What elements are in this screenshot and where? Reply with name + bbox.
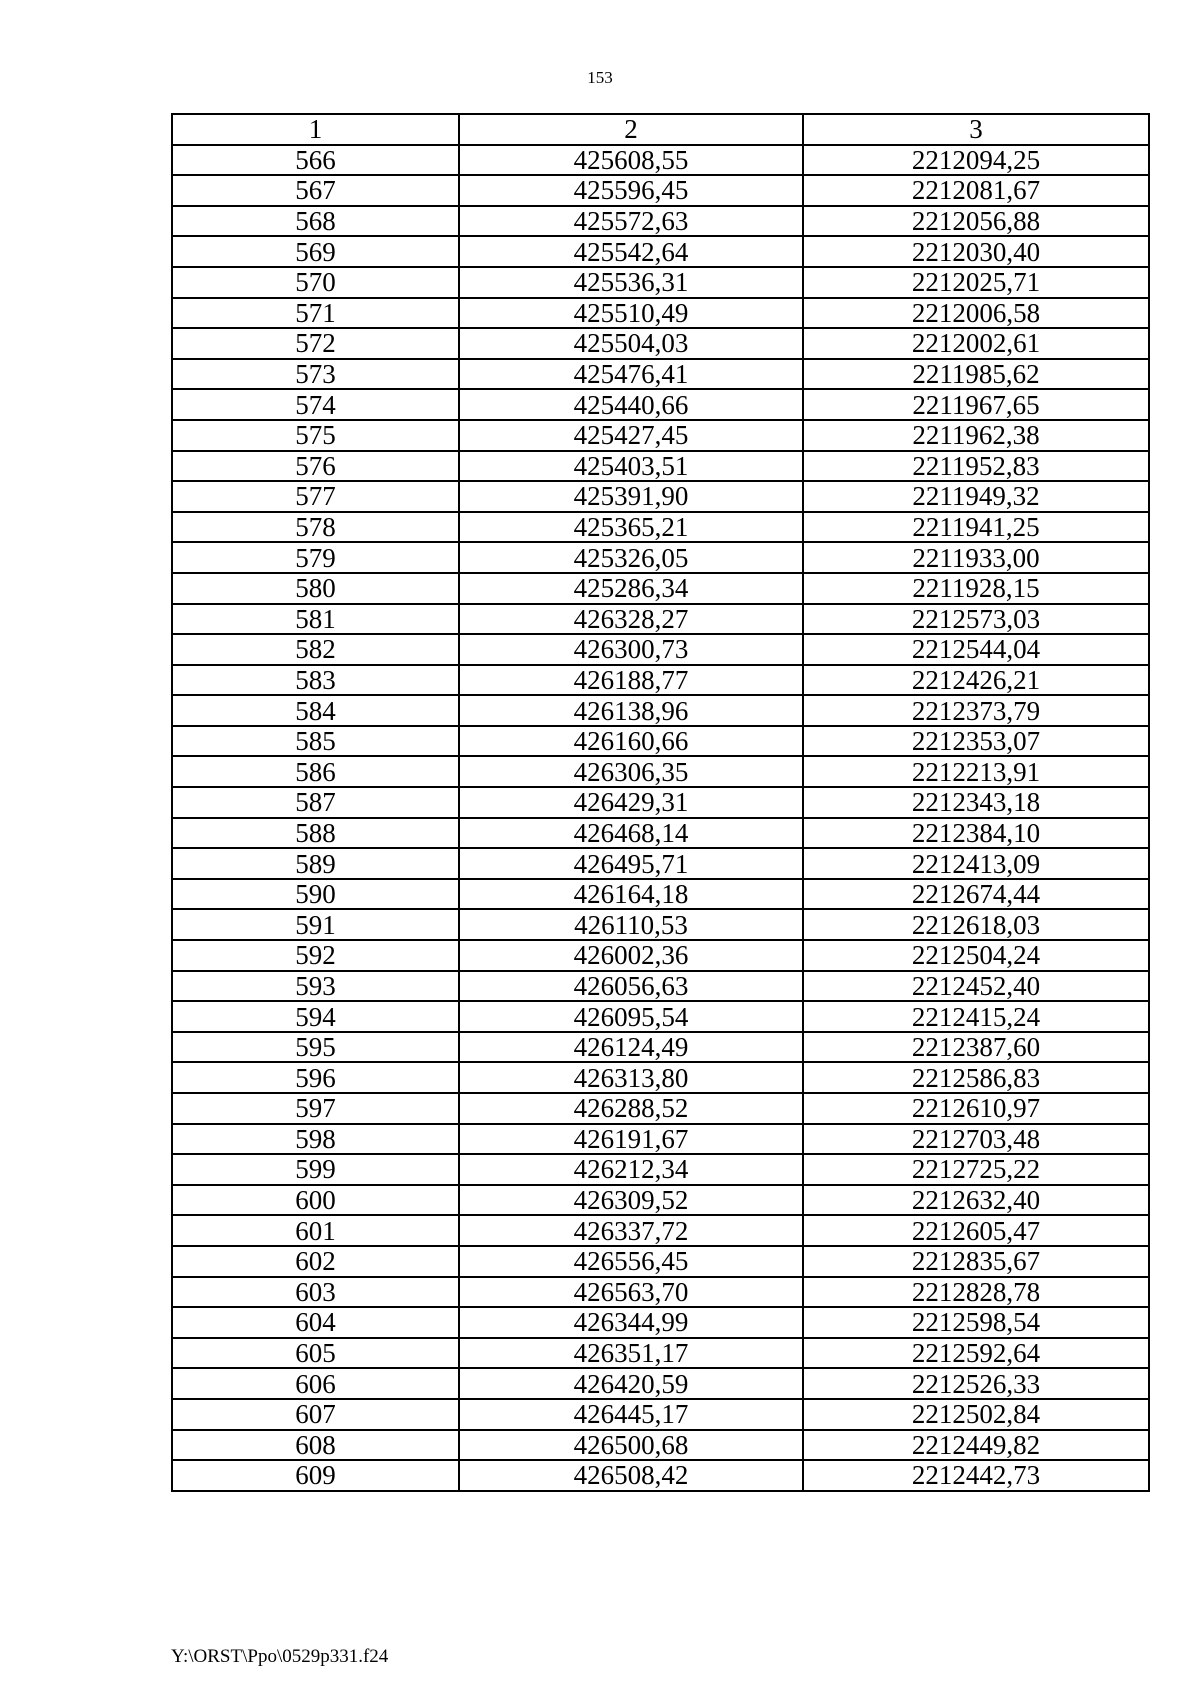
point-number-cell: 605 — [172, 1338, 459, 1369]
table-row — [172, 1093, 1149, 1124]
x-coordinate-cell: 425365,21 — [459, 512, 803, 543]
y-coordinate-cell: 2212605,47 — [803, 1215, 1149, 1246]
point-number-cell: 582 — [172, 634, 459, 665]
y-coordinate-cell: 2212413,09 — [803, 848, 1149, 879]
point-number-cell: 572 — [172, 328, 459, 359]
table-header-row — [172, 114, 1149, 145]
y-coordinate-cell: 2212213,91 — [803, 756, 1149, 787]
table-row — [172, 267, 1149, 298]
point-number-cell: 591 — [172, 909, 459, 940]
y-coordinate-cell: 2212725,22 — [803, 1154, 1149, 1185]
table-row — [172, 512, 1149, 543]
point-number-cell: 589 — [172, 848, 459, 879]
x-coordinate-cell: 426344,99 — [459, 1307, 803, 1338]
table-row — [172, 1430, 1149, 1461]
point-number-cell: 599 — [172, 1154, 459, 1185]
column-header-2: 2 — [459, 114, 803, 145]
x-coordinate-cell: 426313,80 — [459, 1062, 803, 1093]
x-coordinate-cell: 425510,49 — [459, 298, 803, 329]
point-number-cell: 575 — [172, 420, 459, 451]
y-coordinate-cell: 2212452,40 — [803, 971, 1149, 1002]
table-row — [172, 787, 1149, 818]
x-coordinate-cell: 426164,18 — [459, 879, 803, 910]
y-coordinate-cell: 2212573,03 — [803, 604, 1149, 635]
point-number-cell: 604 — [172, 1307, 459, 1338]
x-coordinate-cell: 426495,71 — [459, 848, 803, 879]
point-number-cell: 585 — [172, 726, 459, 757]
point-number-cell: 594 — [172, 1001, 459, 1032]
x-coordinate-cell: 426306,35 — [459, 756, 803, 787]
y-coordinate-cell: 2212828,78 — [803, 1277, 1149, 1308]
point-number-cell: 568 — [172, 206, 459, 237]
y-coordinate-cell: 2212598,54 — [803, 1307, 1149, 1338]
x-coordinate-cell: 425403,51 — [459, 451, 803, 482]
point-number-cell: 567 — [172, 175, 459, 206]
table-row — [172, 542, 1149, 573]
x-coordinate-cell: 426191,67 — [459, 1124, 803, 1155]
table-row — [172, 665, 1149, 696]
table-row — [172, 1032, 1149, 1063]
y-coordinate-cell: 2212526,33 — [803, 1368, 1149, 1399]
table-row — [172, 206, 1149, 237]
y-coordinate-cell: 2211941,25 — [803, 512, 1149, 543]
y-coordinate-cell: 2212442,73 — [803, 1460, 1149, 1491]
y-coordinate-cell: 2212610,97 — [803, 1093, 1149, 1124]
y-coordinate-cell: 2211952,83 — [803, 451, 1149, 482]
x-coordinate-cell: 426337,72 — [459, 1215, 803, 1246]
y-coordinate-cell: 2212632,40 — [803, 1185, 1149, 1216]
table-row — [172, 1246, 1149, 1277]
point-number-cell: 603 — [172, 1277, 459, 1308]
x-coordinate-cell: 426420,59 — [459, 1368, 803, 1399]
table-row — [172, 420, 1149, 451]
point-number-cell: 600 — [172, 1185, 459, 1216]
point-number-cell: 592 — [172, 940, 459, 971]
x-coordinate-cell: 426309,52 — [459, 1185, 803, 1216]
table-row — [172, 909, 1149, 940]
y-coordinate-cell: 2212544,04 — [803, 634, 1149, 665]
point-number-cell: 593 — [172, 971, 459, 1002]
x-coordinate-cell: 426160,66 — [459, 726, 803, 757]
y-coordinate-cell: 2211962,38 — [803, 420, 1149, 451]
footer-file-path: Y:\ORST\Ppo\0529p331.f24 — [171, 1646, 389, 1667]
point-number-cell: 598 — [172, 1124, 459, 1155]
y-coordinate-cell: 2212353,07 — [803, 726, 1149, 757]
table-body — [172, 145, 1149, 1491]
x-coordinate-cell: 426138,96 — [459, 695, 803, 726]
coordinates-table — [171, 113, 1150, 1492]
table-row — [172, 634, 1149, 665]
table-row — [172, 175, 1149, 206]
point-number-cell: 579 — [172, 542, 459, 573]
table-row — [172, 328, 1149, 359]
table-row — [172, 818, 1149, 849]
table-row — [172, 1277, 1149, 1308]
point-number-cell: 578 — [172, 512, 459, 543]
table-row — [172, 389, 1149, 420]
point-number-cell: 571 — [172, 298, 459, 329]
y-coordinate-cell: 2212592,64 — [803, 1338, 1149, 1369]
x-coordinate-cell: 425391,90 — [459, 481, 803, 512]
point-number-cell: 577 — [172, 481, 459, 512]
point-number-cell: 586 — [172, 756, 459, 787]
x-coordinate-cell: 426328,27 — [459, 604, 803, 635]
table-row — [172, 1062, 1149, 1093]
x-coordinate-cell: 426351,17 — [459, 1338, 803, 1369]
x-coordinate-cell: 426445,17 — [459, 1399, 803, 1430]
table-row — [172, 1307, 1149, 1338]
point-number-cell: 570 — [172, 267, 459, 298]
table-row — [172, 1399, 1149, 1430]
point-number-cell: 601 — [172, 1215, 459, 1246]
table-row — [172, 940, 1149, 971]
table-row — [172, 236, 1149, 267]
y-coordinate-cell: 2212835,67 — [803, 1246, 1149, 1277]
y-coordinate-cell: 2212030,40 — [803, 236, 1149, 267]
y-coordinate-cell: 2212703,48 — [803, 1124, 1149, 1155]
table-row — [172, 756, 1149, 787]
table-row — [172, 1368, 1149, 1399]
point-number-cell: 566 — [172, 145, 459, 176]
y-coordinate-cell: 2212586,83 — [803, 1062, 1149, 1093]
y-coordinate-cell: 2211928,15 — [803, 573, 1149, 604]
point-number-cell: 574 — [172, 389, 459, 420]
x-coordinate-cell: 426429,31 — [459, 787, 803, 818]
x-coordinate-cell: 425504,03 — [459, 328, 803, 359]
table-row — [172, 359, 1149, 390]
x-coordinate-cell: 425476,41 — [459, 359, 803, 390]
point-number-cell: 590 — [172, 879, 459, 910]
point-number-cell: 581 — [172, 604, 459, 635]
point-number-cell: 596 — [172, 1062, 459, 1093]
table-row — [172, 573, 1149, 604]
point-number-cell: 573 — [172, 359, 459, 390]
point-number-cell: 580 — [172, 573, 459, 604]
point-number-cell: 609 — [172, 1460, 459, 1491]
x-coordinate-cell: 425542,64 — [459, 236, 803, 267]
x-coordinate-cell: 425608,55 — [459, 145, 803, 176]
point-number-cell: 588 — [172, 818, 459, 849]
x-coordinate-cell: 426212,34 — [459, 1154, 803, 1185]
table-row — [172, 879, 1149, 910]
y-coordinate-cell: 2212025,71 — [803, 267, 1149, 298]
table-row — [172, 1215, 1149, 1246]
point-number-cell: 576 — [172, 451, 459, 482]
y-coordinate-cell: 2212674,44 — [803, 879, 1149, 910]
table-row — [172, 971, 1149, 1002]
table-row — [172, 451, 1149, 482]
x-coordinate-cell: 426468,14 — [459, 818, 803, 849]
y-coordinate-cell: 2212449,82 — [803, 1430, 1149, 1461]
x-coordinate-cell: 425286,34 — [459, 573, 803, 604]
x-coordinate-cell: 425427,45 — [459, 420, 803, 451]
x-coordinate-cell: 426095,54 — [459, 1001, 803, 1032]
point-number-cell: 595 — [172, 1032, 459, 1063]
y-coordinate-cell: 2212502,84 — [803, 1399, 1149, 1430]
x-coordinate-cell: 426124,49 — [459, 1032, 803, 1063]
x-coordinate-cell: 425440,66 — [459, 389, 803, 420]
table-row — [172, 726, 1149, 757]
table-row — [172, 145, 1149, 176]
y-coordinate-cell: 2212006,58 — [803, 298, 1149, 329]
y-coordinate-cell: 2212618,03 — [803, 909, 1149, 940]
y-coordinate-cell: 2212002,61 — [803, 328, 1149, 359]
x-coordinate-cell: 426500,68 — [459, 1430, 803, 1461]
y-coordinate-cell: 2211933,00 — [803, 542, 1149, 573]
x-coordinate-cell: 426056,63 — [459, 971, 803, 1002]
y-coordinate-cell: 2212373,79 — [803, 695, 1149, 726]
x-coordinate-cell: 425572,63 — [459, 206, 803, 237]
table-row — [172, 1338, 1149, 1369]
point-number-cell: 584 — [172, 695, 459, 726]
table-row — [172, 1185, 1149, 1216]
x-coordinate-cell: 426508,42 — [459, 1460, 803, 1491]
x-coordinate-cell: 425536,31 — [459, 267, 803, 298]
y-coordinate-cell: 2212081,67 — [803, 175, 1149, 206]
x-coordinate-cell: 426563,70 — [459, 1277, 803, 1308]
y-coordinate-cell: 2212094,25 — [803, 145, 1149, 176]
table-row — [172, 1154, 1149, 1185]
x-coordinate-cell: 425326,05 — [459, 542, 803, 573]
table-row — [172, 298, 1149, 329]
y-coordinate-cell: 2212415,24 — [803, 1001, 1149, 1032]
table-row — [172, 604, 1149, 635]
y-coordinate-cell: 2212387,60 — [803, 1032, 1149, 1063]
y-coordinate-cell: 2211967,65 — [803, 389, 1149, 420]
table-row — [172, 1001, 1149, 1032]
y-coordinate-cell: 2212384,10 — [803, 818, 1149, 849]
x-coordinate-cell: 426188,77 — [459, 665, 803, 696]
page-number: 153 — [587, 68, 613, 87]
x-coordinate-cell: 426002,36 — [459, 940, 803, 971]
point-number-cell: 602 — [172, 1246, 459, 1277]
table-row — [172, 481, 1149, 512]
point-number-cell: 606 — [172, 1368, 459, 1399]
point-number-cell: 569 — [172, 236, 459, 267]
y-coordinate-cell: 2212504,24 — [803, 940, 1149, 971]
x-coordinate-cell: 426300,73 — [459, 634, 803, 665]
point-number-cell: 607 — [172, 1399, 459, 1430]
column-header-3: 3 — [803, 114, 1149, 145]
x-coordinate-cell: 425596,45 — [459, 175, 803, 206]
x-coordinate-cell: 426288,52 — [459, 1093, 803, 1124]
point-number-cell: 608 — [172, 1430, 459, 1461]
y-coordinate-cell: 2212343,18 — [803, 787, 1149, 818]
x-coordinate-cell: 426110,53 — [459, 909, 803, 940]
point-number-cell: 597 — [172, 1093, 459, 1124]
y-coordinate-cell: 2211949,32 — [803, 481, 1149, 512]
point-number-cell: 583 — [172, 665, 459, 696]
table-row — [172, 695, 1149, 726]
point-number-cell: 587 — [172, 787, 459, 818]
table-row — [172, 1460, 1149, 1491]
x-coordinate-cell: 426556,45 — [459, 1246, 803, 1277]
table-row — [172, 848, 1149, 879]
y-coordinate-cell: 2212426,21 — [803, 665, 1149, 696]
y-coordinate-cell: 2211985,62 — [803, 359, 1149, 390]
column-header-1: 1 — [172, 114, 459, 145]
table-row — [172, 1124, 1149, 1155]
y-coordinate-cell: 2212056,88 — [803, 206, 1149, 237]
